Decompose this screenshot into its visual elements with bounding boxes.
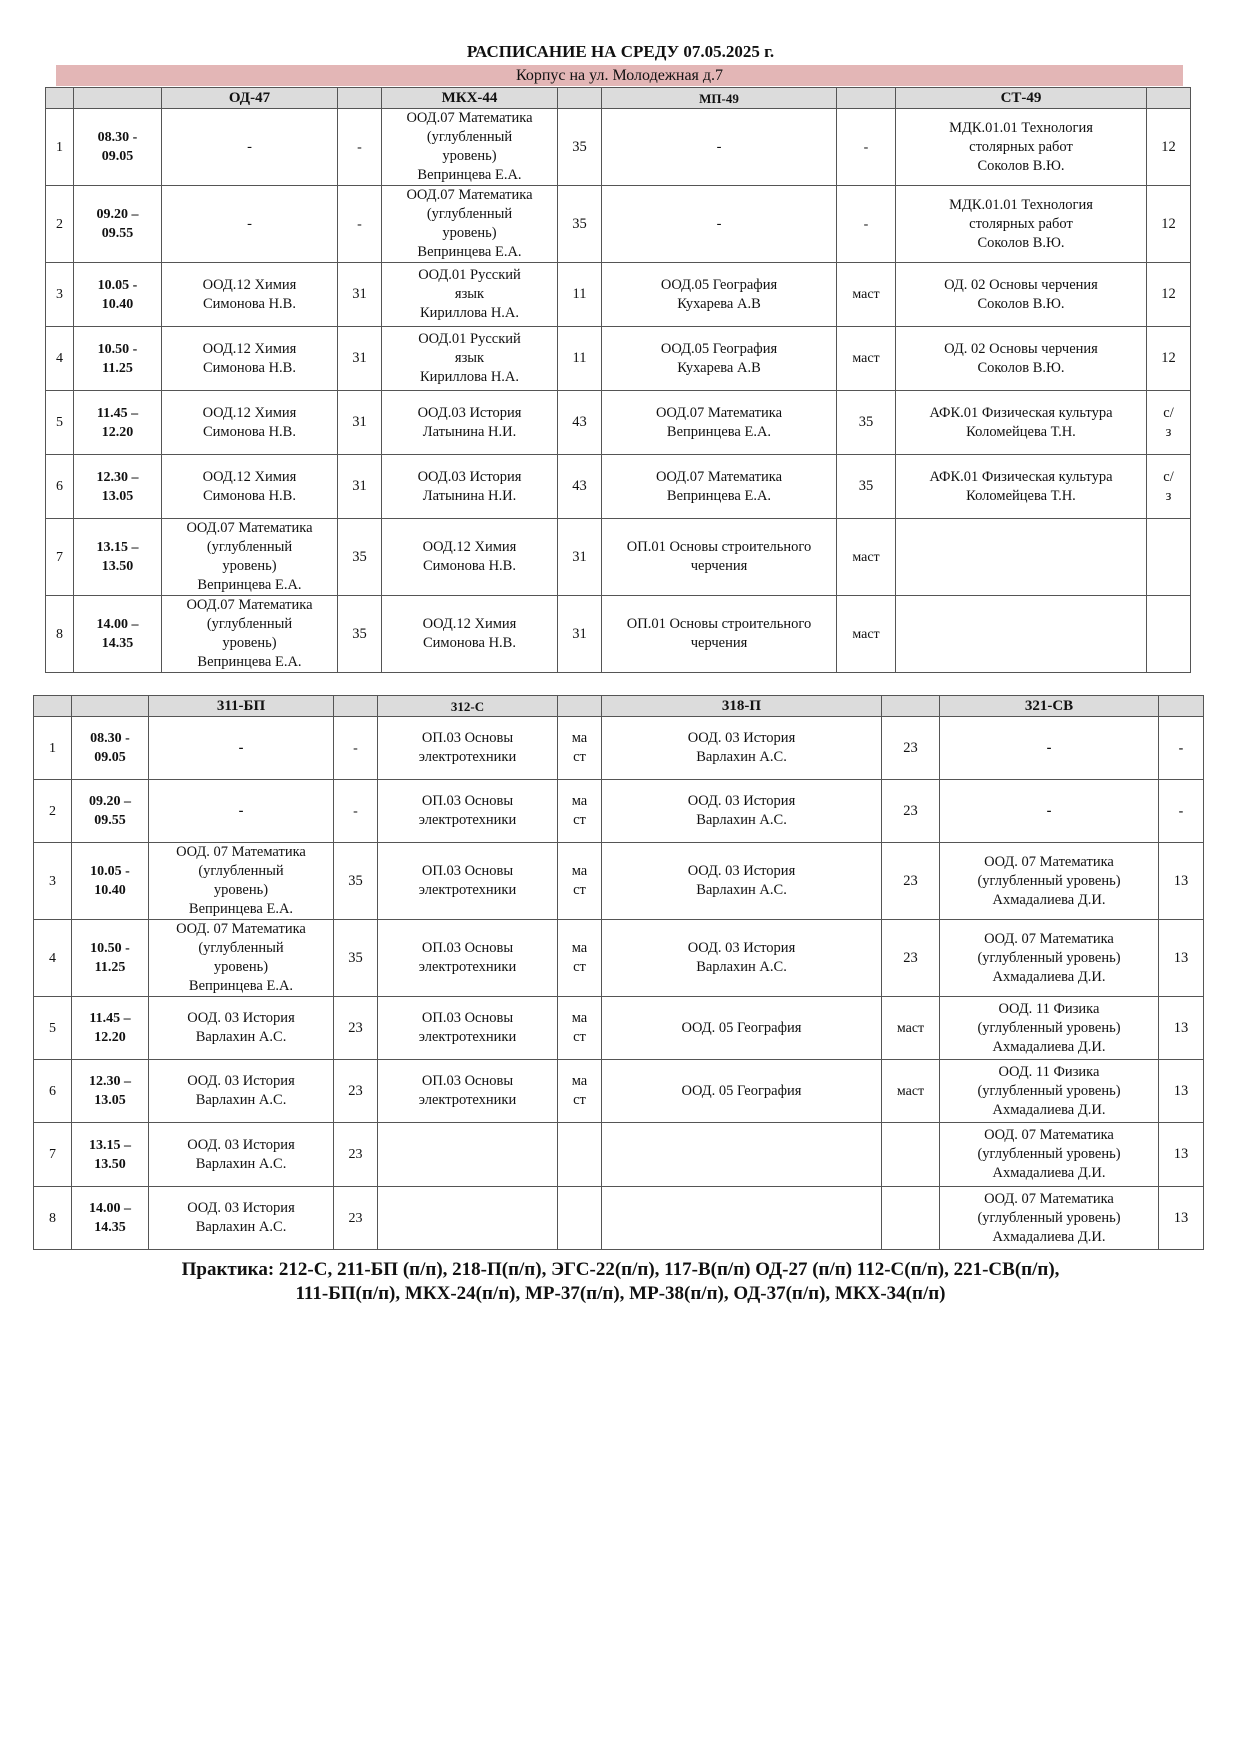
subject-cell: ОП.01 Основы строительного черчения <box>602 596 837 673</box>
lesson-number: 2 <box>34 780 72 843</box>
room-cell: маст <box>882 1060 940 1123</box>
room-cell: - <box>837 186 896 263</box>
room-cell: 31 <box>338 263 382 327</box>
schedule-table-1 <box>45 87 1191 673</box>
group-header: 312-С <box>378 696 558 717</box>
subject-cell: ООД. 03 История Варлахин А.С. <box>149 1187 334 1250</box>
subject-cell: ООД. 03 История Варлахин А.С. <box>149 997 334 1060</box>
room-cell: - <box>1159 780 1204 843</box>
lesson-time: 13.15 – 13.50 <box>74 519 162 596</box>
room-cell: 35 <box>334 920 378 997</box>
subject-cell: ООД. 07 Математика (углубленный уровень) Вепринцева Е.А. <box>149 920 334 997</box>
room-cell: ма ст <box>558 1060 602 1123</box>
subject-cell: МДК.01.01 Технология столярных работ Соколов В.Ю. <box>896 109 1147 186</box>
room-cell: 13 <box>1159 997 1204 1060</box>
subject-cell: ОП.03 Основы электротехники <box>378 920 558 997</box>
room-cell: 13 <box>1159 920 1204 997</box>
subject-cell: ОП.01 Основы строительного черчения <box>602 519 837 596</box>
subject-cell: ООД.03 История Латынина Н.И. <box>382 455 558 519</box>
room-cell <box>882 1123 940 1187</box>
group-header: МКХ-44 <box>382 88 558 109</box>
table-row <box>46 186 1191 263</box>
subject-cell: ОП.03 Основы электротехники <box>378 780 558 843</box>
subject-cell: ООД. 07 Математика (углубленный уровень) Вепринцева Е.А. <box>149 843 334 920</box>
subject-cell: - <box>940 780 1159 843</box>
lesson-number: 7 <box>46 519 74 596</box>
table-row <box>34 717 1204 780</box>
subject-cell: ОД. 02 Основы черчения Соколов В.Ю. <box>896 263 1147 327</box>
room-cell: 12 <box>1147 327 1191 391</box>
subject-cell: ОП.03 Основы электротехники <box>378 1060 558 1123</box>
group-header: СТ-49 <box>896 88 1147 109</box>
room-cell: 23 <box>334 997 378 1060</box>
room-cell <box>558 1123 602 1187</box>
room-cell: 43 <box>558 391 602 455</box>
room-cell: 31 <box>338 455 382 519</box>
room-cell: 23 <box>882 780 940 843</box>
lesson-time: 14.00 – 14.35 <box>72 1187 149 1250</box>
room-cell: 13 <box>1159 1187 1204 1250</box>
room-cell: 23 <box>334 1123 378 1187</box>
subject-cell: - <box>940 717 1159 780</box>
table-row <box>46 109 1191 186</box>
room-cell: 23 <box>334 1187 378 1250</box>
room-cell: 23 <box>882 920 940 997</box>
lesson-time: 09.20 – 09.55 <box>72 780 149 843</box>
room-cell: 35 <box>837 391 896 455</box>
subject-cell: - <box>602 186 837 263</box>
room-cell: маст <box>837 263 896 327</box>
room-cell: ма ст <box>558 843 602 920</box>
table-row <box>34 780 1204 843</box>
room-cell: 13 <box>1159 1060 1204 1123</box>
room-cell: - <box>334 780 378 843</box>
subject-cell: АФК.01 Физическая культура Коломейцева Т.Н. <box>896 391 1147 455</box>
subject-cell: ООД.12 Химия Симонова Н.В. <box>162 327 338 391</box>
lesson-number: 4 <box>34 920 72 997</box>
lesson-number: 6 <box>34 1060 72 1123</box>
room-cell <box>1147 596 1191 673</box>
subject-cell <box>378 1123 558 1187</box>
group-header: МП-49 <box>602 88 837 109</box>
room-cell: 23 <box>882 843 940 920</box>
lesson-number: 6 <box>46 455 74 519</box>
subject-cell: ОП.03 Основы электротехники <box>378 717 558 780</box>
room-cell: 12 <box>1147 109 1191 186</box>
room-cell: маст <box>837 327 896 391</box>
room-cell: - <box>334 717 378 780</box>
lesson-number: 5 <box>46 391 74 455</box>
subject-cell <box>602 1187 882 1250</box>
lesson-number: 5 <box>34 997 72 1060</box>
room-cell: - <box>338 186 382 263</box>
subject-cell: АФК.01 Физическая культура Коломейцева Т.Н. <box>896 455 1147 519</box>
group-header: ОД-47 <box>162 88 338 109</box>
table-row <box>34 1060 1204 1123</box>
lesson-time: 10.50 - 11.25 <box>74 327 162 391</box>
room-cell: - <box>1159 717 1204 780</box>
table-row <box>46 327 1191 391</box>
subject-cell: - <box>149 717 334 780</box>
table-row <box>46 596 1191 673</box>
room-cell: 31 <box>558 519 602 596</box>
lesson-time: 11.45 – 12.20 <box>74 391 162 455</box>
table-row <box>34 920 1204 997</box>
subject-cell: - <box>162 109 338 186</box>
lesson-number: 3 <box>34 843 72 920</box>
room-cell: ма ст <box>558 997 602 1060</box>
room-cell <box>882 1187 940 1250</box>
room-cell: 11 <box>558 327 602 391</box>
subject-cell: ООД. 11 Физика (углубленный уровень) Ахмадалиева Д.И. <box>940 997 1159 1060</box>
room-cell: 13 <box>1159 1123 1204 1187</box>
subject-cell: ООД.07 Математика (углубленный уровень) Вепринцева Е.А. <box>382 109 558 186</box>
table-row <box>46 391 1191 455</box>
room-cell <box>558 1187 602 1250</box>
subject-cell: ООД. 03 История Варлахин А.С. <box>602 843 882 920</box>
room-cell: маст <box>882 997 940 1060</box>
lesson-time: 10.50 - 11.25 <box>72 920 149 997</box>
subject-cell <box>896 596 1147 673</box>
room-cell: 43 <box>558 455 602 519</box>
lesson-number: 4 <box>46 327 74 391</box>
subject-cell: ООД.05 География Кухарева А.В <box>602 327 837 391</box>
subject-cell: ОП.03 Основы электротехники <box>378 843 558 920</box>
room-cell: 35 <box>837 455 896 519</box>
lesson-number: 8 <box>34 1187 72 1250</box>
subject-cell: ООД. 05 География <box>602 997 882 1060</box>
room-cell <box>1147 519 1191 596</box>
room-cell: с/ з <box>1147 455 1191 519</box>
practice-line-1: Практика: 212-С, 211-БП (п/п), 218-П(п/п), ЭГС-22(п/п), 117-В(п/п) ОД-27 (п/п) 112-С(п/п), 221-СВ(п/п), <box>181 1259 1060 1280</box>
lesson-time: 08.30 - 09.05 <box>72 717 149 780</box>
room-cell: 35 <box>558 186 602 263</box>
table-row <box>34 1123 1204 1187</box>
subject-cell: ОД. 02 Основы черчения Соколов В.Ю. <box>896 327 1147 391</box>
subject-cell: ООД. 11 Физика (углубленный уровень) Ахмадалиева Д.И. <box>940 1060 1159 1123</box>
room-cell: ма ст <box>558 920 602 997</box>
subject-cell: МДК.01.01 Технология столярных работ Соколов В.Ю. <box>896 186 1147 263</box>
table-row <box>34 1187 1204 1250</box>
subject-cell: ООД.12 Химия Симонова Н.В. <box>382 519 558 596</box>
page-title: РАСПИСАНИЕ НА СРЕДУ 07.05.2025 г. <box>466 42 775 61</box>
room-cell: 12 <box>1147 186 1191 263</box>
room-cell: - <box>837 109 896 186</box>
room-cell: 23 <box>882 717 940 780</box>
room-cell: 23 <box>334 1060 378 1123</box>
subject-cell <box>602 1123 882 1187</box>
subject-cell: ООД.01 Русский язык Кириллова Н.А. <box>382 327 558 391</box>
subject-cell: ООД. 07 Математика (углубленный уровень) Ахмадалиева Д.И. <box>940 1123 1159 1187</box>
lesson-number: 2 <box>46 186 74 263</box>
room-cell: 35 <box>558 109 602 186</box>
lesson-time: 10.05 - 10.40 <box>74 263 162 327</box>
subject-cell: ООД. 03 История Варлахин А.С. <box>149 1060 334 1123</box>
lesson-number: 3 <box>46 263 74 327</box>
subject-cell: ООД.12 Химия Симонова Н.В. <box>162 455 338 519</box>
room-cell: 31 <box>558 596 602 673</box>
room-cell: 35 <box>334 843 378 920</box>
subject-cell: ООД. 05 География <box>602 1060 882 1123</box>
subject-cell: ООД. 07 Математика (углубленный уровень) Ахмадалиева Д.И. <box>940 843 1159 920</box>
table-row <box>46 455 1191 519</box>
subject-cell: ООД.12 Химия Симонова Н.В. <box>162 391 338 455</box>
practice-line-2: 111-БП(п/п), МКХ-24(п/п), МР-37(п/п), МР-38(п/п), ОД-37(п/п), МКХ-34(п/п) <box>295 1283 946 1304</box>
room-cell: маст <box>837 519 896 596</box>
room-cell: 31 <box>338 391 382 455</box>
subject-cell: ООД. 03 История Варлахин А.С. <box>602 717 882 780</box>
group-header: 318-П <box>602 696 882 717</box>
room-cell: маст <box>837 596 896 673</box>
room-cell: 11 <box>558 263 602 327</box>
subject-cell: ООД. 07 Математика (углубленный уровень) Ахмадалиева Д.И. <box>940 1187 1159 1250</box>
subject-cell: ОП.03 Основы электротехники <box>378 997 558 1060</box>
lesson-time: 09.20 – 09.55 <box>74 186 162 263</box>
subject-cell: ООД. 03 История Варлахин А.С. <box>602 920 882 997</box>
subject-cell: - <box>162 186 338 263</box>
subject-cell: - <box>602 109 837 186</box>
table-header-row <box>46 88 1191 109</box>
lesson-time: 14.00 – 14.35 <box>74 596 162 673</box>
subject-cell: ООД. 03 История Варлахин А.С. <box>149 1123 334 1187</box>
subject-cell: ООД.07 Математика (углубленный уровень) Вепринцева Е.А. <box>162 596 338 673</box>
subject-cell: ООД.07 Математика Вепринцева Е.А. <box>602 455 837 519</box>
lesson-number: 8 <box>46 596 74 673</box>
subject-cell: ООД. 03 История Варлахин А.С. <box>602 780 882 843</box>
subject-cell: ООД. 07 Математика (углубленный уровень) Ахмадалиева Д.И. <box>940 920 1159 997</box>
room-cell: с/ з <box>1147 391 1191 455</box>
lesson-time: 13.15 – 13.50 <box>72 1123 149 1187</box>
subject-cell: ООД.05 География Кухарева А.В <box>602 263 837 327</box>
lesson-time: 12.30 – 13.05 <box>74 455 162 519</box>
practice-note <box>0 1258 1241 1306</box>
room-cell: 31 <box>338 327 382 391</box>
lesson-time: 12.30 – 13.05 <box>72 1060 149 1123</box>
table-row <box>46 263 1191 327</box>
room-cell: ма ст <box>558 717 602 780</box>
lesson-time: 11.45 – 12.20 <box>72 997 149 1060</box>
subject-cell: ООД.07 Математика (углубленный уровень) Вепринцева Е.А. <box>162 519 338 596</box>
lesson-number: 7 <box>34 1123 72 1187</box>
lesson-time: 10.05 - 10.40 <box>72 843 149 920</box>
subject-cell: - <box>149 780 334 843</box>
lesson-number: 1 <box>34 717 72 780</box>
table-row <box>46 519 1191 596</box>
group-header: 321-СВ <box>940 696 1159 717</box>
room-cell: 35 <box>338 519 382 596</box>
subject-cell <box>378 1187 558 1250</box>
subject-cell: ООД.12 Химия Симонова Н.В. <box>382 596 558 673</box>
table-header-row <box>34 696 1204 717</box>
subject-cell: ООД.01 Русский язык Кириллова Н.А. <box>382 263 558 327</box>
subject-cell <box>896 519 1147 596</box>
room-cell: 35 <box>338 596 382 673</box>
group-header: 311-БП <box>149 696 334 717</box>
subject-cell: ООД.12 Химия Симонова Н.В. <box>162 263 338 327</box>
lesson-time: 08.30 - 09.05 <box>74 109 162 186</box>
room-cell: ма ст <box>558 780 602 843</box>
lesson-number: 1 <box>46 109 74 186</box>
room-cell: - <box>338 109 382 186</box>
subject-cell: ООД.03 История Латынина Н.И. <box>382 391 558 455</box>
table-row <box>34 997 1204 1060</box>
room-cell: 12 <box>1147 263 1191 327</box>
subject-cell: ООД.07 Математика Вепринцева Е.А. <box>602 391 837 455</box>
subject-cell: ООД.07 Математика (углубленный уровень) Вепринцева Е.А. <box>382 186 558 263</box>
table-row <box>34 843 1204 920</box>
schedule-table-2 <box>33 695 1204 1250</box>
room-cell: 13 <box>1159 843 1204 920</box>
building-banner: Корпус на ул. Молодежная д.7 <box>56 65 1183 86</box>
